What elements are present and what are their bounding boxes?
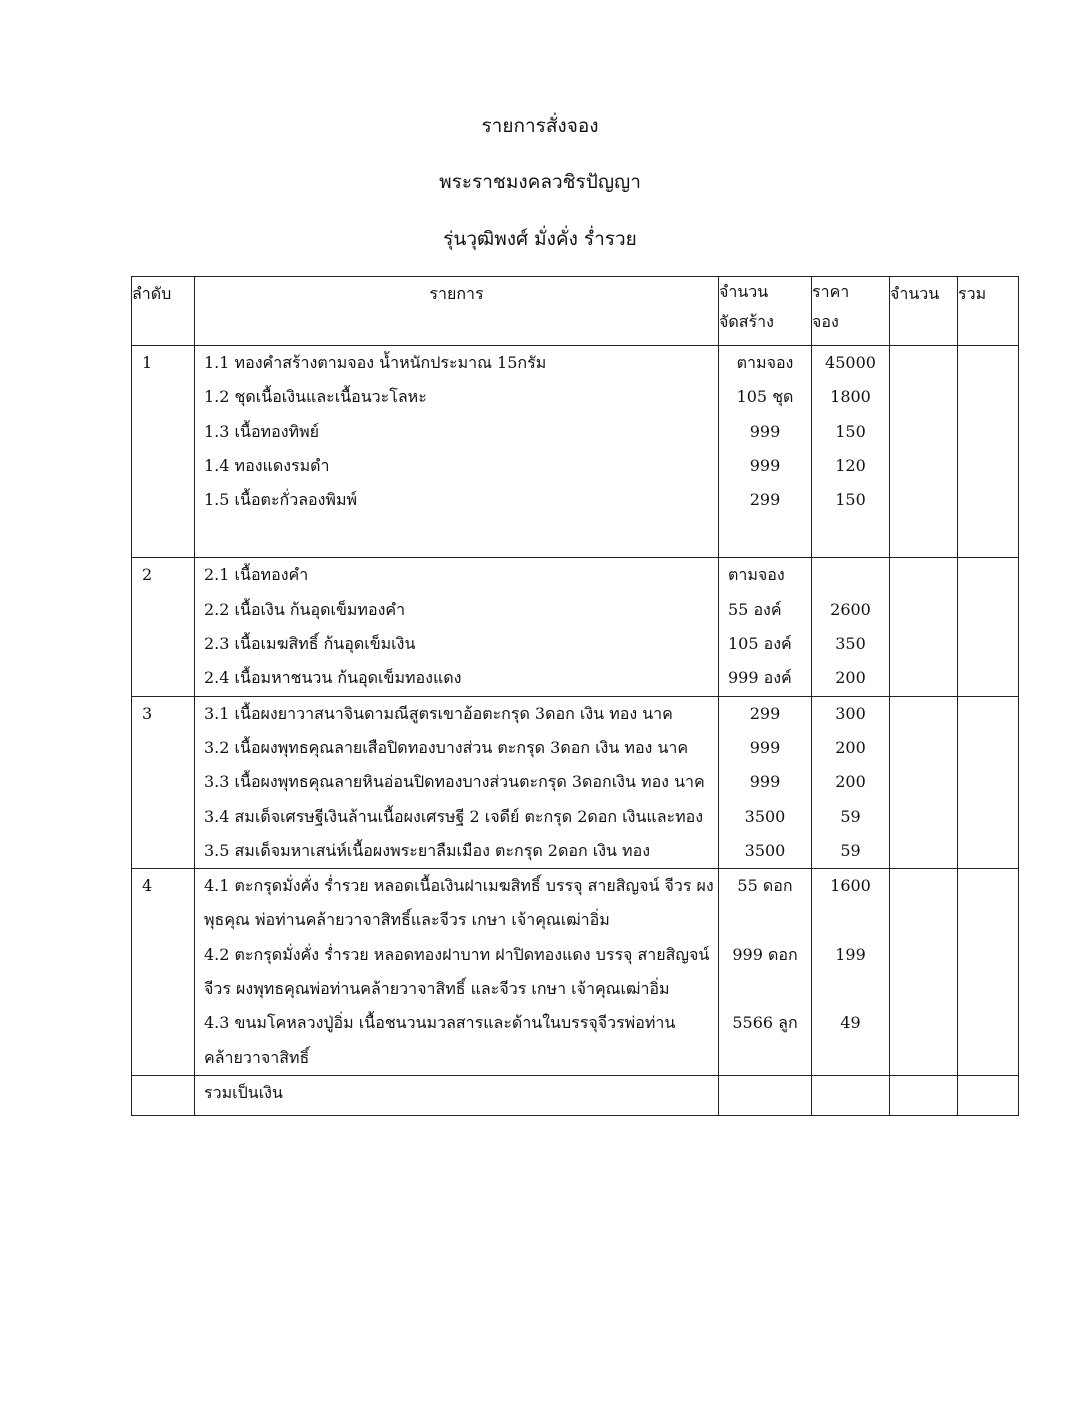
table-row: [132, 696, 1019, 868]
table-header-row: [132, 277, 1019, 346]
qty-value: 3500: [744, 806, 786, 826]
total-cell: [958, 346, 1019, 558]
amount-cell: [890, 558, 958, 696]
price-value: 59: [840, 806, 861, 826]
row-no-cell: [132, 346, 195, 558]
grand-total-label: รวมเป็นเงิน: [204, 1082, 283, 1102]
qty-value: 999: [749, 421, 781, 441]
list-item: 2.3 เนื้อเมฆสิทธิ์ ก้นอุดเข็มเงิน: [204, 634, 416, 654]
price-value: [812, 558, 889, 592]
total-cell: [958, 869, 1019, 1076]
qty-value: 999 องค์: [728, 668, 792, 688]
row-qty-cell: [719, 558, 812, 696]
header-no: ลำดับ: [132, 277, 195, 346]
list-item: 4.2 ตะกรุดมั่งคั่ง ร่ำรวย หลอดทองฝาบาท ฝาปิดทองแดง บรรจุ สายสิญจน์ จีวร ผงพุทธคุณพ่อท่านคล้ายวาจาสิทธิ์ และจีวร เกษา เจ้าคุณเฒ่าอิ่ม: [204, 944, 710, 999]
row-items-cell: [195, 346, 719, 558]
row-price-cell: [812, 558, 890, 696]
header-price: [812, 277, 890, 346]
footer-total-cell: [958, 1075, 1019, 1115]
row-qty-cell: [719, 346, 812, 558]
footer-qty-cell: [719, 1075, 812, 1115]
list-item: 1.1 ทองคำสร้างตามจอง น้ำหนักประมาณ 15กรัม: [204, 353, 547, 372]
total-cell: [958, 696, 1019, 868]
row-no: 4: [142, 876, 153, 896]
table-row: [132, 346, 1019, 558]
document-title: รายการสั่งจอง: [481, 115, 599, 137]
price-value: 200: [835, 772, 866, 792]
qty-value: 999: [749, 737, 781, 757]
list-item: 1.5 เนื้อตะกั่วลองพิมพ์: [204, 490, 358, 510]
price-value: 150: [835, 421, 866, 441]
table-footer-row: [132, 1075, 1019, 1115]
qty-value: ตามจอง: [736, 353, 794, 372]
qty-value: 55 องค์: [728, 599, 782, 619]
price-value: 300: [835, 703, 866, 723]
header-amount: จำนวน: [890, 277, 958, 346]
table-row: [132, 869, 1019, 1076]
qty-value: 5566 ลูก: [732, 1013, 798, 1033]
list-item: 3.1 เนื้อผงยาวาสนาจินดามณีสูตรเขาอ้อตะกรุด 3ดอก เงิน ทอง นาค: [204, 703, 673, 723]
price-value: 45000: [825, 353, 876, 372]
qty-value: ตามจอง: [728, 565, 785, 585]
list-item: 2.4 เนื้อมหาชนวน ก้นอุดเข็มทองแดง: [204, 668, 462, 688]
qty-value: 299: [749, 490, 781, 510]
qty-value: 105 ชุด: [736, 387, 794, 407]
row-no: 2: [142, 565, 153, 585]
qty-value: 299: [749, 703, 781, 723]
header-qty: [719, 277, 812, 346]
list-item: 3.4 สมเด็จเศรษฐีเงินล้านเนื้อผงเศรษฐี 2 เจดีย์ ตะกรุด 2ดอก เงินและทอง: [204, 806, 704, 826]
header-item: รายการ: [195, 277, 719, 346]
qty-value: 999 ดอก: [732, 944, 798, 964]
footer-amount-cell: [890, 1075, 958, 1115]
price-value: 49: [840, 1013, 861, 1033]
row-items-cell: [195, 869, 719, 1076]
price-value: 199: [835, 944, 866, 964]
list-item: 1.3 เนื้อทองทิพย์: [204, 421, 319, 441]
qty-value: 999: [749, 455, 781, 475]
list-item: 3.5 สมเด็จมหาเสน่ห์เนื้อผงพระยาลืมเมือง ตะกรุด 2ดอก เงิน ทอง: [204, 840, 651, 860]
row-no: 3: [142, 703, 153, 723]
document-series: รุ่นวุฒิพงศ์ มั่งคั่ง ร่ำรวย: [443, 228, 637, 250]
qty-value: 999: [749, 772, 781, 792]
footer-no-cell: [132, 1075, 195, 1115]
list-item: 2.2 เนื้อเงิน ก้นอุดเข็มทองคำ: [204, 599, 406, 619]
row-price-cell: [812, 696, 890, 868]
list-item: 1.2 ชุดเนื้อเงินและเนื้อนวะโลหะ: [204, 387, 427, 407]
qty-value: 55 ดอก: [737, 876, 793, 896]
list-item: 3.2 เนื้อผงพุทธคุณลายเสือปิดทองบางส่วน ตะกรุด 3ดอก เงิน ทอง นาค: [204, 737, 689, 757]
row-qty-cell: [719, 696, 812, 868]
qty-value: 3500: [744, 840, 786, 860]
amount-cell: [890, 869, 958, 1076]
row-price-cell: [812, 346, 890, 558]
price-value: 200: [835, 737, 866, 757]
order-table: [131, 276, 1019, 1116]
header-price-line1: ราคา: [812, 282, 850, 301]
price-value: 1800: [830, 387, 871, 407]
list-item: 4.3 ขนมโคหลวงปู่อิ่ม เนื้อชนวนมวลสารและด้านในบรรจุจีวรพ่อท่านคล้ายวาจาสิทธิ์: [204, 1013, 676, 1067]
list-item: 4.1 ตะกรุดมั่งคั่ง ร่ำรวย หลอดเนื้อเงินฝาเมฆสิทธิ์ บรรจุ สายสิญจน์ จีวร ผงพุธคุณ พ่อท่านคล้ายวาจาสิทธิ์และจีวร เกษา เจ้าคุณเฒ่าอิ่ม: [204, 876, 714, 930]
price-value: 350: [835, 634, 866, 654]
header-qty-line1: จำนวน: [719, 282, 769, 301]
table-row: [132, 558, 1019, 696]
list-item: 3.3 เนื้อผงพุทธคุณลายหินอ่อนปิดทองบางส่วนตะกรุด 3ดอกเงิน ทอง นาค: [204, 772, 705, 792]
header-total: รวม: [958, 277, 1019, 346]
price-value: 120: [835, 455, 866, 475]
document-subtitle: พระราชมงคลวชิรปัญญา: [439, 171, 641, 193]
row-no-cell: [132, 696, 195, 868]
row-items-cell: [195, 558, 719, 696]
price-value: 59: [840, 840, 861, 860]
list-item: 1.4 ทองแดงรมดำ: [204, 455, 330, 475]
row-price-cell: [812, 869, 890, 1076]
amount-cell: [890, 346, 958, 558]
amount-cell: [890, 696, 958, 868]
price-value: 150: [835, 490, 866, 510]
row-qty-cell: [719, 869, 812, 1076]
qty-value: 105 องค์: [728, 634, 792, 654]
total-cell: [958, 558, 1019, 696]
price-value: 1600: [830, 876, 871, 896]
price-value: 2600: [830, 599, 871, 619]
list-item: 2.1 เนื้อทองคำ: [204, 565, 309, 585]
footer-price-cell: [812, 1075, 890, 1115]
header-qty-line2: จัดสร้าง: [719, 312, 774, 331]
row-no: 1: [142, 353, 153, 372]
price-value: 200: [835, 668, 866, 688]
row-items-cell: [195, 696, 719, 868]
row-no-cell: [132, 869, 195, 1076]
blank-space: [195, 517, 718, 557]
row-no-cell: [132, 558, 195, 696]
footer-label-cell: [195, 1075, 719, 1115]
header-price-line2: จอง: [812, 312, 839, 331]
